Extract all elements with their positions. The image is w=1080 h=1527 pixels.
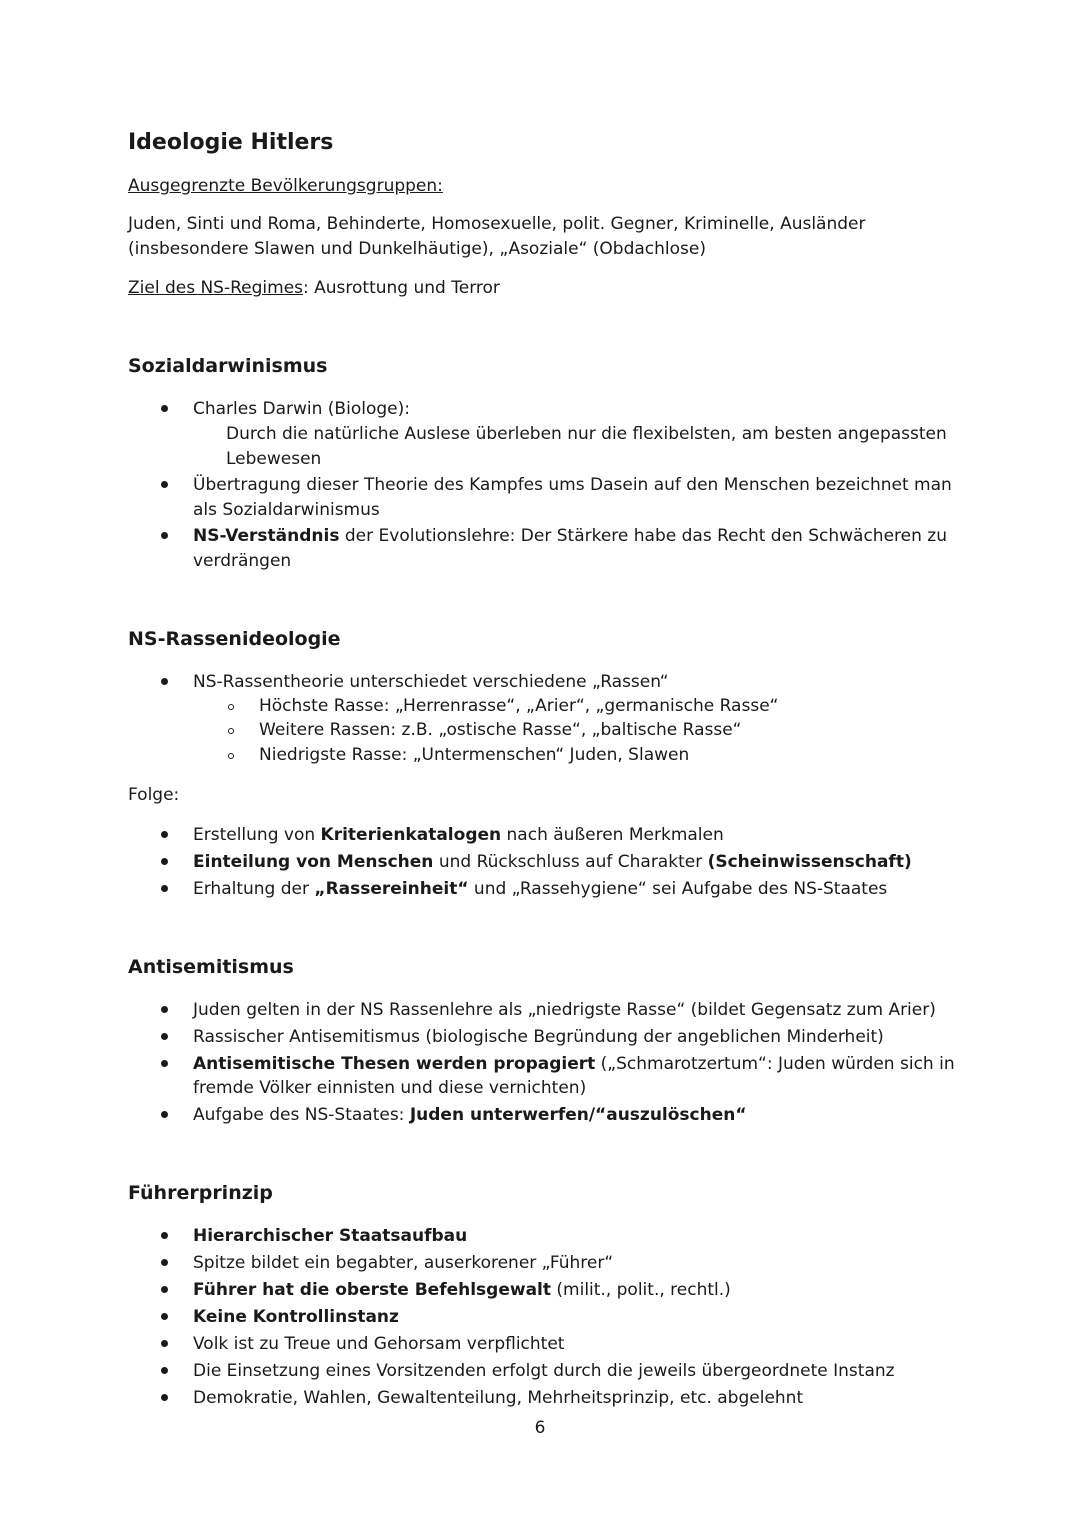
bullet-icon bbox=[161, 858, 168, 865]
list-item-continuation: verdrängen bbox=[193, 551, 292, 571]
bullet-icon bbox=[161, 678, 168, 685]
list-item bbox=[193, 1052, 955, 1076]
bullet-icon bbox=[161, 1060, 168, 1067]
list-item bbox=[193, 850, 912, 874]
list-item: Rassischer Antisemitismus (biologische Begründung der angeblichen Minderheit) bbox=[193, 1027, 884, 1047]
list-item-detail: Lebewesen bbox=[226, 449, 322, 469]
bullet-icon bbox=[161, 481, 168, 488]
item-text: und Rückschluss auf Charakter bbox=[433, 852, 708, 872]
bold-term: Juden unterwerfen/“auszulöschen“ bbox=[409, 1105, 747, 1125]
bullet-icon bbox=[161, 1340, 168, 1347]
list-item: Die Einsetzung eines Vorsitzenden erfolgt durch die jeweils übergeordnete Instanz bbox=[193, 1361, 895, 1381]
bold-term: „Rassereinheit“ bbox=[314, 879, 469, 899]
item-text: nach äußeren Merkmalen bbox=[501, 825, 724, 845]
item-text: der Evolutionslehre: Der Stärkere habe das Recht den Schwächeren zu bbox=[339, 526, 947, 546]
bullet-icon bbox=[161, 1006, 168, 1013]
bullet-icon bbox=[161, 1111, 168, 1118]
list-item: Übertragung dieser Theorie des Kampfes ums Dasein auf den Menschen bezeichnet man bbox=[193, 475, 952, 495]
excluded-groups-line-2: (insbesondere Slawen und Dunkelhäutige), „Asoziale“ (Obdachlose) bbox=[128, 239, 706, 259]
list-item-continuation: fremde Völker einnisten und diese vernichten) bbox=[193, 1078, 587, 1098]
section-heading-antisemitismus: Antisemitismus bbox=[128, 956, 294, 978]
consequence-label: Folge: bbox=[128, 785, 180, 805]
list-item: Demokratie, Wahlen, Gewaltenteilung, Mehrheitsprinzip, etc. abgelehnt bbox=[193, 1388, 804, 1408]
list-item: Charles Darwin (Biologe): bbox=[193, 399, 410, 419]
list-item: Juden gelten in der NS Rassenlehre als „niedrigste Rasse“ (bildet Gegensatz zum Arier) bbox=[193, 1000, 936, 1020]
list-item bbox=[193, 1103, 747, 1127]
item-text: Erhaltung der bbox=[193, 879, 315, 899]
list-item bbox=[193, 524, 947, 548]
bullet-icon bbox=[161, 1259, 168, 1266]
bold-term: Antisemitische Thesen werden propagiert bbox=[193, 1054, 596, 1074]
bullet-icon bbox=[161, 532, 168, 539]
bullet-icon bbox=[161, 1286, 168, 1293]
circle-bullet-icon bbox=[228, 728, 234, 734]
circle-bullet-icon bbox=[228, 704, 234, 710]
bullet-icon bbox=[161, 885, 168, 892]
list-item: Spitze bildet ein begabter, auserkorener „Führer“ bbox=[193, 1253, 614, 1273]
list-item: NS-Rassentheorie unterschiedet verschiedene „Rassen“ bbox=[193, 672, 669, 692]
regime-goal-label: Ziel des NS-Regimes bbox=[128, 278, 304, 298]
list-item-detail: Durch die natürliche Auslese überleben nur die flexibelsten, am besten angepassten bbox=[226, 424, 947, 444]
section-heading-fuehrerprinzip: Führerprinzip bbox=[128, 1182, 273, 1204]
bullet-icon bbox=[161, 1313, 168, 1320]
regime-goal-text: : Ausrottung und Terror bbox=[303, 278, 500, 298]
excluded-groups-line-1: Juden, Sinti und Roma, Behinderte, Homosexuelle, polit. Gegner, Kriminelle, Ausländer bbox=[128, 214, 866, 234]
item-text: und „Rassehygiene“ sei Aufgabe des NS-Staates bbox=[468, 879, 888, 899]
sub-list-item: Höchste Rasse: „Herrenrasse“, „Arier“, „germanische Rasse“ bbox=[259, 696, 779, 716]
list-item: Hierarchischer Staatsaufbau bbox=[193, 1226, 468, 1246]
list-item bbox=[193, 1278, 731, 1302]
section-heading-rassenideologie: NS-Rassenideologie bbox=[128, 628, 341, 650]
bold-term: (Scheinwissenschaft) bbox=[707, 852, 912, 872]
excluded-groups-heading: Ausgegrenzte Bevölkerungsgruppen: bbox=[128, 176, 443, 196]
bullet-icon bbox=[161, 1232, 168, 1239]
item-text: („Schmarotzertum“: Juden würden sich in bbox=[595, 1054, 955, 1074]
page-number: 6 bbox=[534, 1418, 546, 1438]
bold-term: NS-Verständnis bbox=[193, 526, 340, 546]
regime-goal bbox=[128, 276, 500, 300]
list-item: Keine Kontrollinstanz bbox=[193, 1307, 399, 1327]
sub-list-item: Niedrigste Rasse: „Untermenschen“ Juden, Slawen bbox=[259, 745, 690, 765]
circle-bullet-icon bbox=[228, 753, 234, 759]
list-item bbox=[193, 877, 887, 901]
section-heading-sozialdarwinismus: Sozialdarwinismus bbox=[128, 355, 328, 377]
sub-list-item: Weitere Rassen: z.B. „ostische Rasse“, „baltische Rasse“ bbox=[259, 720, 742, 740]
list-item: Volk ist zu Treue und Gehorsam verpflichtet bbox=[193, 1334, 565, 1354]
page-title: Ideologie Hitlers bbox=[128, 130, 334, 155]
list-item bbox=[193, 823, 724, 847]
bold-term: Führer hat die oberste Befehlsgewalt bbox=[193, 1280, 551, 1300]
bullet-icon bbox=[161, 1033, 168, 1040]
bold-term: Einteilung von Menschen bbox=[193, 852, 434, 872]
list-item-continuation: als Sozialdarwinismus bbox=[193, 500, 380, 520]
item-text: (milit., polit., rechtl.) bbox=[551, 1280, 731, 1300]
item-text: Erstellung von bbox=[193, 825, 321, 845]
item-text: Aufgabe des NS-Staates: bbox=[193, 1105, 410, 1125]
bullet-icon bbox=[161, 1394, 168, 1401]
bold-term: Kriterienkatalogen bbox=[320, 825, 502, 845]
bullet-icon bbox=[161, 1367, 168, 1374]
bullet-icon bbox=[161, 405, 168, 412]
bullet-icon bbox=[161, 831, 168, 838]
